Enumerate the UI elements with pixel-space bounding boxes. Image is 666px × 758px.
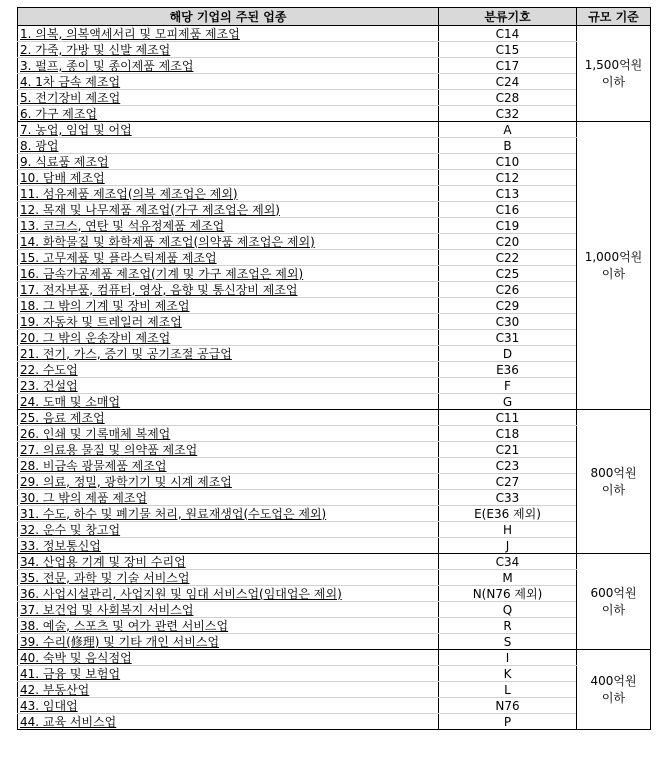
table-row	[18, 666, 651, 682]
classification-cell: C24	[439, 74, 577, 90]
industry-cell: 30. 그 밖의 제품 제조업	[18, 490, 439, 506]
classification-cell: C11	[439, 410, 577, 426]
classification-cell: C18	[439, 426, 577, 442]
scale-qualifier: 이하	[601, 266, 626, 281]
industry-cell: 29. 의료, 정밀, 광학기기 및 시계 제조업	[18, 474, 439, 490]
industry-cell: 25. 음료 제조업	[18, 410, 439, 426]
scale-cell	[577, 122, 651, 410]
classification-cell: P	[439, 714, 577, 730]
table-row	[18, 42, 651, 58]
industry-cell: 14. 화학물질 및 화학제품 제조업(의약품 제조업은 제외)	[18, 234, 439, 250]
industry-cell: 20. 그 밖의 운송장비 제조업	[18, 330, 439, 346]
table-row	[18, 362, 651, 378]
table-row	[18, 714, 651, 730]
classification-cell: B	[439, 138, 577, 154]
table-row	[18, 154, 651, 170]
table-row	[18, 186, 651, 202]
scale-cell	[577, 410, 651, 554]
table-row	[18, 282, 651, 298]
industry-cell: 35. 전문, 과학 및 기술 서비스업	[18, 570, 439, 586]
classification-cell: S	[439, 634, 577, 650]
industry-cell: 33. 정보통신업	[18, 538, 439, 554]
classification-cell: C32	[439, 106, 577, 122]
table-row	[18, 106, 651, 122]
classification-cell: C12	[439, 170, 577, 186]
table-row	[18, 26, 651, 42]
industry-cell: 2. 가죽, 가방 및 신발 제조업	[18, 42, 439, 58]
industry-cell: 18. 그 밖의 기계 및 장비 제조업	[18, 298, 439, 314]
classification-cell: C30	[439, 314, 577, 330]
scale-qualifier: 이하	[601, 690, 626, 705]
table-row	[18, 58, 651, 74]
table-row	[18, 234, 651, 250]
industry-cell: 44. 교육 서비스업	[18, 714, 439, 730]
scale-cell	[577, 26, 651, 122]
table-row	[18, 426, 651, 442]
classification-cell: C17	[439, 58, 577, 74]
table-row	[18, 410, 651, 426]
scale-amount: 400억원	[590, 673, 637, 688]
table-row	[18, 474, 651, 490]
classification-cell: C28	[439, 90, 577, 106]
classification-cell: N(N76 제외)	[439, 586, 577, 602]
industry-cell: 16. 금속가공제품 제조업(기계 및 가구 제조업은 제외)	[18, 266, 439, 282]
industry-cell: 36. 사업시설관리, 사업지원 및 임대 서비스업(임대업은 제외)	[18, 586, 439, 602]
industry-cell: 3. 펄프, 종이 및 종이제품 제조업	[18, 58, 439, 74]
classification-cell: D	[439, 346, 577, 362]
classification-cell: C21	[439, 442, 577, 458]
classification-header: 분류기호	[439, 8, 577, 26]
industry-cell: 8. 광업	[18, 138, 439, 154]
classification-cell: C15	[439, 42, 577, 58]
table-row	[18, 538, 651, 554]
scale-cell	[577, 650, 651, 730]
industry-cell: 43. 임대업	[18, 698, 439, 714]
classification-cell: C20	[439, 234, 577, 250]
table-row	[18, 250, 651, 266]
table-row	[18, 90, 651, 106]
classification-cell: M	[439, 570, 577, 586]
scale-amount: 600억원	[590, 585, 637, 600]
table-row	[18, 570, 651, 586]
classification-cell: N76	[439, 698, 577, 714]
table-row	[18, 698, 651, 714]
classification-cell: C33	[439, 490, 577, 506]
table-row	[18, 298, 651, 314]
classification-cell: C19	[439, 218, 577, 234]
classification-cell: C26	[439, 282, 577, 298]
industry-cell: 27. 의료용 물질 및 의약품 제조업	[18, 442, 439, 458]
classification-cell: G	[439, 394, 577, 410]
classification-cell: Q	[439, 602, 577, 618]
table-row	[18, 378, 651, 394]
industry-cell: 9. 식료품 제조업	[18, 154, 439, 170]
scale-qualifier: 이하	[601, 482, 626, 497]
classification-cell: I	[439, 650, 577, 666]
industry-cell: 41. 금융 및 보험업	[18, 666, 439, 682]
table-row	[18, 266, 651, 282]
classification-cell: C25	[439, 266, 577, 282]
scale-amount: 800억원	[590, 465, 637, 480]
industry-cell: 37. 보건업 및 사회복지 서비스업	[18, 602, 439, 618]
table-row	[18, 554, 651, 570]
classification-cell: E(E36 제외)	[439, 506, 577, 522]
table-row	[18, 586, 651, 602]
industry-cell: 39. 수리(修理) 및 기타 개인 서비스업	[18, 634, 439, 650]
classification-cell: C16	[439, 202, 577, 218]
classification-cell: C14	[439, 26, 577, 42]
table-row	[18, 522, 651, 538]
classification-cell: K	[439, 666, 577, 682]
table-row	[18, 138, 651, 154]
table-row	[18, 218, 651, 234]
table-row	[18, 490, 651, 506]
classification-cell: C29	[439, 298, 577, 314]
industry-cell: 15. 고무제품 및 플라스틱제품 제조업	[18, 250, 439, 266]
table-row	[18, 314, 651, 330]
industry-cell: 24. 도매 및 소매업	[18, 394, 439, 410]
industry-cell: 34. 산업용 기계 및 장비 수리업	[18, 554, 439, 570]
industry-cell: 5. 전기장비 제조업	[18, 90, 439, 106]
industry-cell: 1. 의복, 의복액세서리 및 모피제품 제조업	[18, 26, 439, 42]
classification-cell: R	[439, 618, 577, 634]
industry-cell: 4. 1차 금속 제조업	[18, 74, 439, 90]
table-row	[18, 634, 651, 650]
scale-header: 규모 기준	[577, 8, 651, 26]
industry-cell: 38. 예술, 스포츠 및 여가 관련 서비스업	[18, 618, 439, 634]
industry-cell: 12. 목재 및 나무제품 제조업(가구 제조업은 제외)	[18, 202, 439, 218]
classification-cell: J	[439, 538, 577, 554]
industry-cell: 6. 가구 제조업	[18, 106, 439, 122]
table-row	[18, 650, 651, 666]
industry-cell: 17. 전자부품, 컴퓨터, 영상, 음향 및 통신장비 제조업	[18, 282, 439, 298]
industry-cell: 23. 건설업	[18, 378, 439, 394]
industry-cell: 26. 인쇄 및 기록매체 복제업	[18, 426, 439, 442]
table-row	[18, 458, 651, 474]
classification-cell: F	[439, 378, 577, 394]
scale-amount: 1,000억원	[584, 249, 643, 264]
scale-amount: 1,500억원	[584, 57, 643, 72]
classification-cell: A	[439, 122, 577, 138]
industry-cell: 21. 전기, 가스, 증기 및 공기조절 공급업	[18, 346, 439, 362]
table-row	[18, 330, 651, 346]
classification-cell: C13	[439, 186, 577, 202]
industry-header: 해당 기업의 주된 업종	[18, 8, 439, 26]
table-row	[18, 394, 651, 410]
table-body	[18, 26, 651, 730]
industry-cell: 40. 숙박 및 음식점업	[18, 650, 439, 666]
industry-cell: 32. 운수 및 창고업	[18, 522, 439, 538]
table-row	[18, 170, 651, 186]
scale-cell	[577, 554, 651, 650]
industry-cell: 28. 비금속 광물제품 제조업	[18, 458, 439, 474]
industry-cell: 7. 농업, 임업 및 어업	[18, 122, 439, 138]
classification-cell: C22	[439, 250, 577, 266]
table-row	[18, 74, 651, 90]
table-row	[18, 202, 651, 218]
industry-cell: 11. 섬유제품 제조업(의복 제조업은 제외)	[18, 186, 439, 202]
industry-cell: 10. 담배 제조업	[18, 170, 439, 186]
scale-qualifier: 이하	[601, 602, 626, 617]
table-row	[18, 346, 651, 362]
classification-cell: C34	[439, 554, 577, 570]
classification-cell: H	[439, 522, 577, 538]
classification-cell: C10	[439, 154, 577, 170]
classification-cell: C31	[439, 330, 577, 346]
table-row	[18, 506, 651, 522]
industry-cell: 13. 코크스, 연탄 및 석유정제품 제조업	[18, 218, 439, 234]
table-row	[18, 442, 651, 458]
table-row	[18, 618, 651, 634]
industry-cell: 31. 수도, 하수 및 폐기물 처리, 원료재생업(수도업은 제외)	[18, 506, 439, 522]
classification-cell: E36	[439, 362, 577, 378]
table-row	[18, 602, 651, 618]
scale-qualifier: 이하	[601, 74, 626, 89]
table-row	[18, 682, 651, 698]
header-row	[18, 8, 651, 26]
classification-cell: C23	[439, 458, 577, 474]
industry-cell: 19. 자동차 및 트레일러 제조업	[18, 314, 439, 330]
industry-cell: 22. 수도업	[18, 362, 439, 378]
sme-scale-criteria-table	[17, 7, 651, 730]
table-row	[18, 122, 651, 138]
industry-cell: 42. 부동산업	[18, 682, 439, 698]
classification-cell: C27	[439, 474, 577, 490]
classification-cell: L	[439, 682, 577, 698]
